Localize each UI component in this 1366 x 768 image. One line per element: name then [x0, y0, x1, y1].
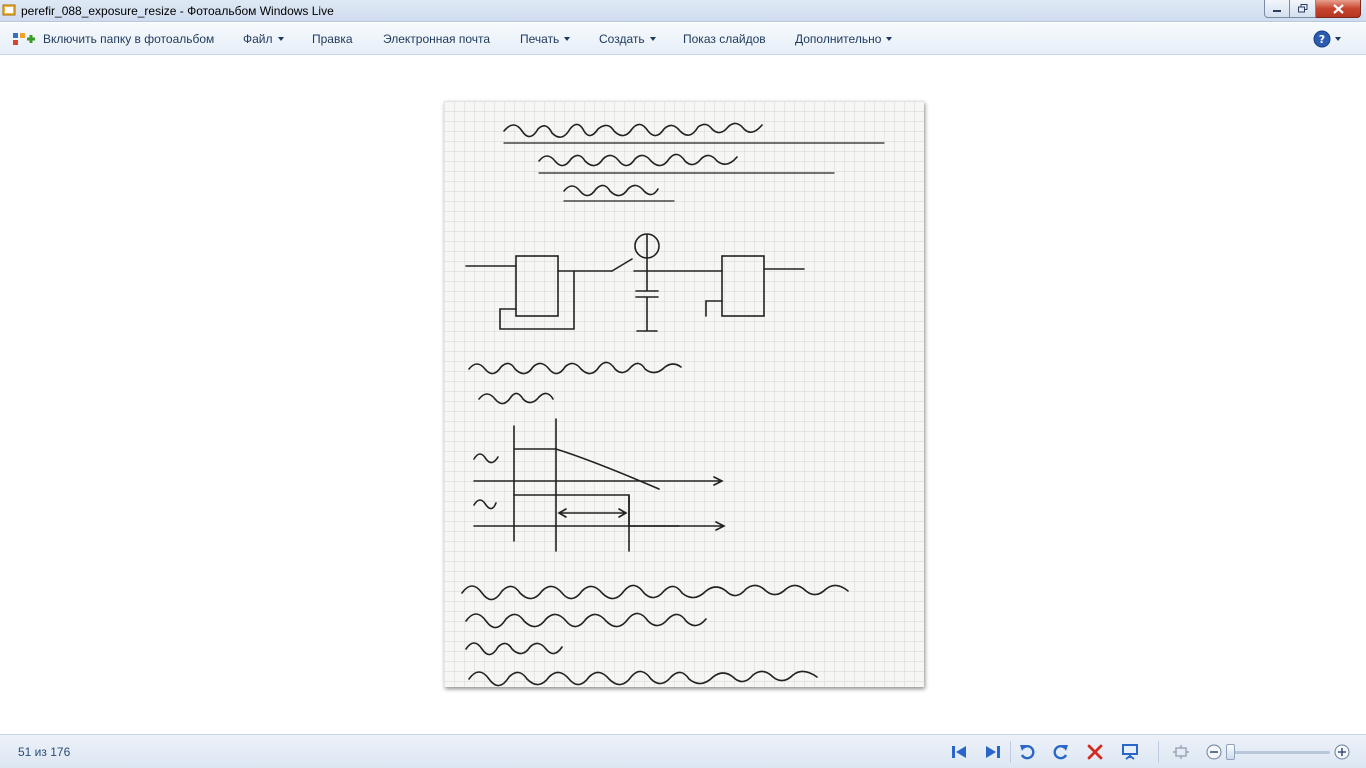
- zoom-out-button[interactable]: [1203, 741, 1225, 763]
- chevron-down-icon: [1335, 37, 1341, 41]
- window-title: perefir_088_exposure_resize - Фотоальбом Windows Live: [21, 4, 334, 18]
- delete-x-icon: [1087, 744, 1103, 760]
- photo-viewer-canvas: [0, 56, 1366, 734]
- bottom-toolbar: [0, 734, 1366, 768]
- svg-text:?: ?: [1318, 33, 1326, 46]
- menu-more[interactable]: [795, 32, 892, 46]
- previous-icon: [951, 745, 967, 759]
- menu-email[interactable]: Электронная почта: [383, 32, 491, 46]
- help-button[interactable]: [1313, 29, 1343, 49]
- chevron-down-icon: [564, 37, 570, 41]
- photo-handwritten-notes[interactable]: [444, 101, 924, 687]
- zoom-out-icon: [1206, 744, 1222, 760]
- menu-edit[interactable]: Правка: [312, 32, 353, 46]
- zoom-slider-thumb[interactable]: [1226, 744, 1235, 760]
- menu-print[interactable]: [520, 32, 570, 46]
- menu-create-label: Создать: [599, 32, 645, 46]
- rotate-clockwise-icon: [1052, 743, 1070, 761]
- chevron-down-icon: [886, 37, 892, 41]
- delete-button[interactable]: [1084, 741, 1106, 763]
- help-icon: [1313, 30, 1331, 48]
- close-icon: [1333, 4, 1344, 14]
- menu-file-label: Файл: [243, 32, 273, 46]
- zoom-in-icon: [1334, 744, 1350, 760]
- menu-more-label: Дополнительно: [795, 32, 882, 46]
- menu-slideshow[interactable]: Показ слайдов: [683, 32, 766, 46]
- minimize-button[interactable]: [1264, 0, 1290, 18]
- next-button[interactable]: [982, 741, 1004, 763]
- fit-window-icon: [1172, 744, 1190, 760]
- photo-image: [444, 101, 924, 687]
- restore-icon: [1298, 4, 1308, 13]
- previous-button[interactable]: [948, 741, 970, 763]
- zoom-in-button[interactable]: [1331, 741, 1353, 763]
- photo-counter: 51 из 176: [18, 745, 71, 759]
- chevron-down-icon: [650, 37, 656, 41]
- rotate-right-button[interactable]: [1050, 741, 1072, 763]
- menu-create[interactable]: [599, 32, 656, 46]
- rotate-counterclockwise-icon: [1018, 743, 1036, 761]
- slideshow-screen-icon: [1121, 743, 1139, 761]
- rotate-left-button[interactable]: [1016, 741, 1038, 763]
- toolbar-separator: [1158, 741, 1159, 763]
- menu-bar: [0, 23, 1366, 55]
- toolbar-separator: [1010, 741, 1011, 763]
- chevron-down-icon: [278, 37, 284, 41]
- window-controls: [1264, 0, 1361, 18]
- photo-gallery-app-icon: [2, 3, 16, 17]
- actual-size-button[interactable]: [1170, 741, 1192, 763]
- title-bar: [0, 0, 1366, 22]
- menu-file[interactable]: [243, 32, 284, 46]
- restore-button[interactable]: [1290, 0, 1316, 18]
- slideshow-button[interactable]: [1119, 741, 1141, 763]
- minimize-icon: [1272, 5, 1282, 13]
- include-folder-button[interactable]: Включить папку в фотоальбом: [43, 32, 215, 46]
- zoom-slider-track[interactable]: [1230, 751, 1330, 754]
- next-icon: [985, 745, 1001, 759]
- close-button[interactable]: [1316, 0, 1361, 18]
- include-folder-icon: [12, 31, 36, 47]
- menu-print-label: Печать: [520, 32, 560, 46]
